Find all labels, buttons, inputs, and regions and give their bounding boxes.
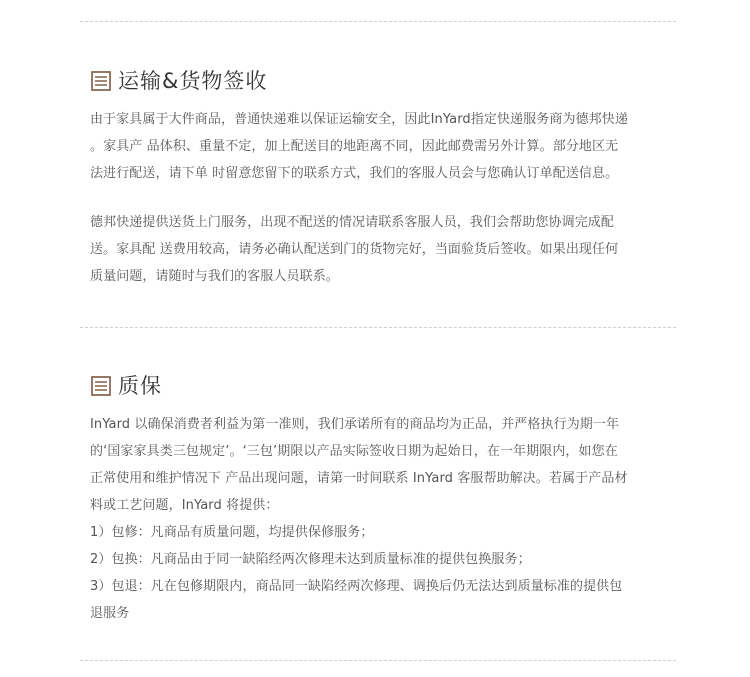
text-line: 正常使用和维护情况下 产品出现问题，请第一时间联系 InYard 客服帮助解决。若属于产品材 — [90, 471, 628, 486]
list-item: 3）包退：凡在包修期限内，商品同一缺陷经两次修理、调换后仍无法达到质量标准的提供包 — [90, 579, 623, 594]
shipping-section-header — [90, 66, 267, 96]
text-line: 。家具产 品体积、重量不定，加上配送目的地距离不同，因此邮费需另外计算。部分地区无 — [90, 139, 619, 154]
text-line: InYard 以确保消费者利益为第一准则，我们承诺所有的商品均为正品，并严格执行为期一年 — [90, 417, 620, 432]
document-list-icon — [90, 70, 112, 92]
document-list-icon — [90, 375, 112, 397]
warranty-section-header — [90, 371, 162, 401]
text-line: 料或工艺问题，InYard 将提供： — [90, 498, 279, 513]
warranty-title: 质保 — [118, 374, 162, 398]
warranty-paragraph — [90, 411, 670, 627]
divider-bottom — [80, 660, 676, 661]
shipping-paragraph-1 — [90, 106, 670, 187]
shipping-title: 运输&货物签收 — [118, 69, 268, 93]
divider-top — [80, 21, 676, 22]
text-line: 由于家具属于大件商品，普通快递难以保证运输安全，因此InYard指定快递服务商为德邦快递 — [90, 112, 628, 127]
text-line: 送。家具配 送费用较高，请务必确认配送到门的货物完好，当面验货后签收。如果出现任何 — [90, 242, 619, 257]
text-line: 法进行配送，请下单 时留意您留下的联系方式，我们的客服人员会与您确认订单配送信息。 — [90, 166, 619, 181]
list-item: 2）包换：凡商品由于同一缺陷经两次修理未达到质量标准的提供包换服务； — [90, 552, 531, 567]
divider-middle — [80, 327, 676, 328]
text-line: 德邦快递提供送货上门服务，出现不配送的情况请联系客服人员，我们会帮助您协调完成配 — [90, 215, 615, 230]
text-line: 质量问题，请随时与我们的客服人员联系。 — [90, 269, 339, 284]
shipping-paragraph-2 — [90, 209, 670, 290]
list-item: 退服务 — [90, 606, 130, 621]
list-item: 1）包修：凡商品有质量问题，均提供保修服务； — [90, 525, 374, 540]
text-line: 的‘国家家具类三包规定’。‘三包’期限以产品实际签收日期为起始日，在一年期限内，如您在 — [90, 444, 618, 459]
